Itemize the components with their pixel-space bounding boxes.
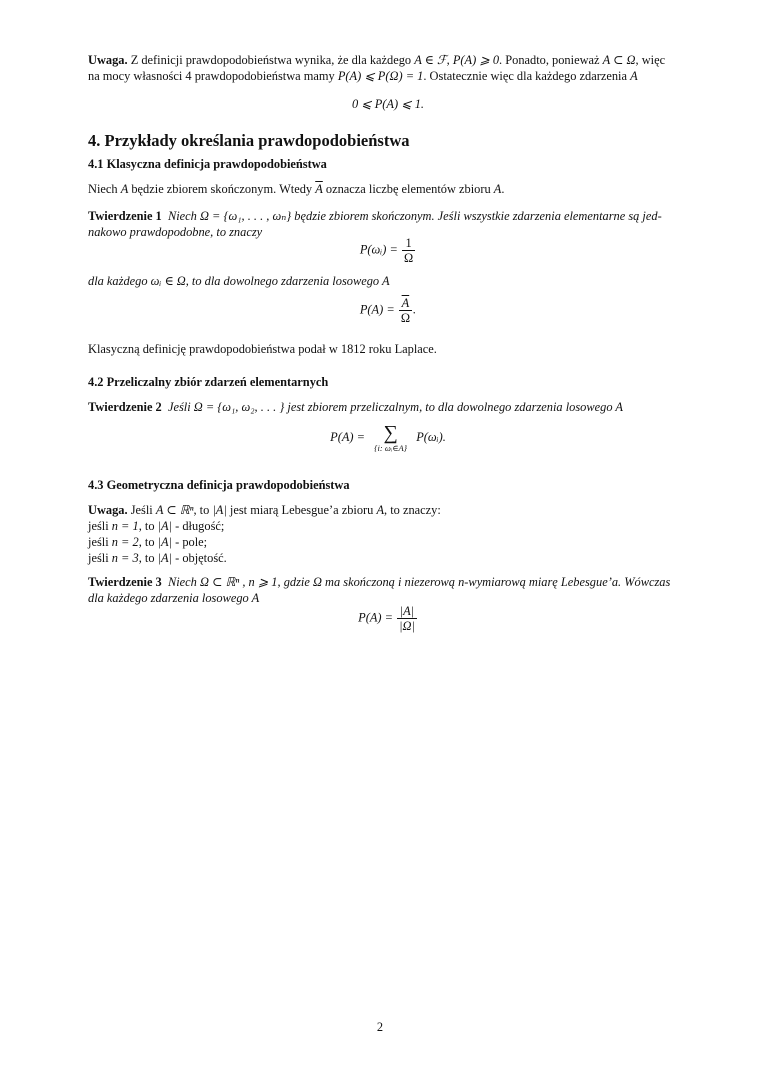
definition-paragraph [88, 181, 688, 197]
math: A ∈ ℱ, P(A) ⩾ 0 [414, 53, 500, 67]
text: , to znaczy: [384, 503, 441, 517]
math: 4 [185, 69, 192, 83]
denominator: Ω [400, 311, 411, 325]
denominator: |Ω| [399, 619, 415, 633]
subsection-heading: 4.2 Przeliczalny zbiór zdarzeń elementarnych [88, 375, 329, 389]
numerator: |A| [397, 604, 417, 619]
math: P(A) = [358, 610, 393, 625]
math: A ⊂ ℝⁿ [155, 503, 194, 517]
section-heading: 4. Przykłady określania prawdopodobieństwa [88, 131, 410, 150]
text: jest zbiorem przeliczalnym, to dla dowolnego zdarzenia losowego [284, 400, 616, 414]
formula-countable [88, 423, 688, 453]
numerator: 1 [402, 236, 415, 251]
subsection-heading: 4.3 Geometryczna definicja prawdopodobieństwa [88, 478, 350, 492]
math: A [251, 591, 260, 605]
remark-label: Uwaga. [88, 53, 128, 67]
math: A [382, 274, 390, 288]
remark-geometric [88, 502, 688, 566]
math: P(A) ⩽ P(Ω) = 1 [337, 69, 424, 83]
math: A [615, 400, 623, 414]
math: . [413, 302, 417, 317]
math: P(ωᵢ). [416, 429, 446, 444]
text: nakowo prawdopodobne, to znaczy [88, 225, 263, 239]
formula-bounds: 0 ⩽ P(A) ⩽ 1. [351, 97, 425, 111]
formula-geometric [88, 604, 688, 633]
text: Z definicji prawdopodobieństwa wynika, że dla każdego [127, 53, 415, 67]
text: Niech [88, 182, 121, 196]
theorem-label: Twierdzenie 2 [88, 400, 162, 414]
summation [374, 423, 407, 453]
summation-index: {i: ωᵢ∈A} [374, 443, 408, 453]
remark-paragraph [88, 52, 688, 84]
list-item: jeśli n = 2, to |A| - pole; [88, 535, 208, 549]
text: Niech [167, 575, 200, 589]
text: Niech [167, 209, 200, 223]
math: A [493, 182, 502, 196]
theorem-2 [88, 399, 688, 415]
fraction [397, 604, 417, 633]
text: będzie zbiorem skończonym. Wtedy [128, 182, 316, 196]
text: oznacza liczbę elementów zbioru [322, 182, 494, 196]
list-item: jeśli n = 1, to |A| - długość; [88, 519, 225, 533]
math: |A| [212, 503, 227, 517]
math: Ω [312, 575, 322, 589]
text: , gdzie [277, 575, 313, 589]
text: . [501, 182, 505, 196]
text: -wymiarową miarę Lebesgue’a. Wówczas [464, 575, 671, 589]
text: . Ponadto, ponieważ [499, 53, 603, 67]
math: Ω = {ω₁, ω₂, . . . } [193, 400, 285, 414]
math: n [458, 575, 465, 589]
text: , [239, 575, 249, 589]
list-item: jeśli n = 3, to |A| - objętość. [88, 551, 227, 565]
formula-equal-probability [88, 236, 688, 265]
math: $\overline{A}$ [315, 182, 323, 196]
text: . Ostatecznie więc dla każdego zdarzenia [423, 69, 631, 83]
math: Ω = {ω₁, . . . , ωₙ} [199, 209, 292, 223]
text: na mocy własności [88, 69, 186, 83]
remark-label: Uwaga. [88, 503, 128, 517]
text: dla każdego zdarzenia losowego [88, 591, 252, 605]
text: , to dla dowolnego zdarzenia losowego [185, 274, 382, 288]
math: P(A) = [359, 302, 395, 317]
math: A [376, 503, 385, 517]
math: Ω ⊂ ℝⁿ [199, 575, 240, 589]
theorem-label: Twierdzenie 3 [88, 575, 162, 589]
text: Jeśli [167, 400, 194, 414]
denominator: Ω [403, 251, 414, 265]
math: A [120, 182, 129, 196]
laplace-note: Klasyczną definicję prawdopodobieństwa podał w 1812 roku Laplace. [88, 342, 437, 356]
text: Jeśli [127, 503, 156, 517]
text: ma skończoną i niezerową [321, 575, 459, 589]
fraction [402, 236, 415, 265]
text: prawdopodobieństwa mamy [191, 69, 338, 83]
text: dla każdego [88, 274, 151, 288]
theorem-1-continued [88, 273, 688, 289]
math: A ⊂ Ω [602, 53, 636, 67]
subsection-heading: 4.1 Klasyczna definicja prawdopodobieństwa [88, 157, 327, 171]
theorem-label: Twierdzenie 1 [88, 209, 162, 223]
math: P(ωᵢ) = [359, 242, 398, 257]
math: ωᵢ ∈ Ω [150, 274, 186, 288]
text: , więc [635, 53, 666, 67]
math: n ⩾ 1 [248, 575, 278, 589]
formula-classical [88, 296, 688, 325]
sigma-symbol: ∑ [383, 422, 398, 444]
math: A [630, 69, 638, 83]
text: będzie zbiorem skończonym. Jeśli wszystkie zdarzenia elementarne są jed- [291, 209, 662, 223]
text: , to [193, 503, 213, 517]
page-number: 2 [376, 1020, 384, 1034]
fraction [399, 296, 412, 325]
text: jest miarą Lebesgue’a zbioru [226, 503, 377, 517]
numerator: $\overline{A}$ [399, 296, 412, 311]
theorem-3 [88, 574, 688, 606]
math: P(A) = [330, 429, 366, 444]
